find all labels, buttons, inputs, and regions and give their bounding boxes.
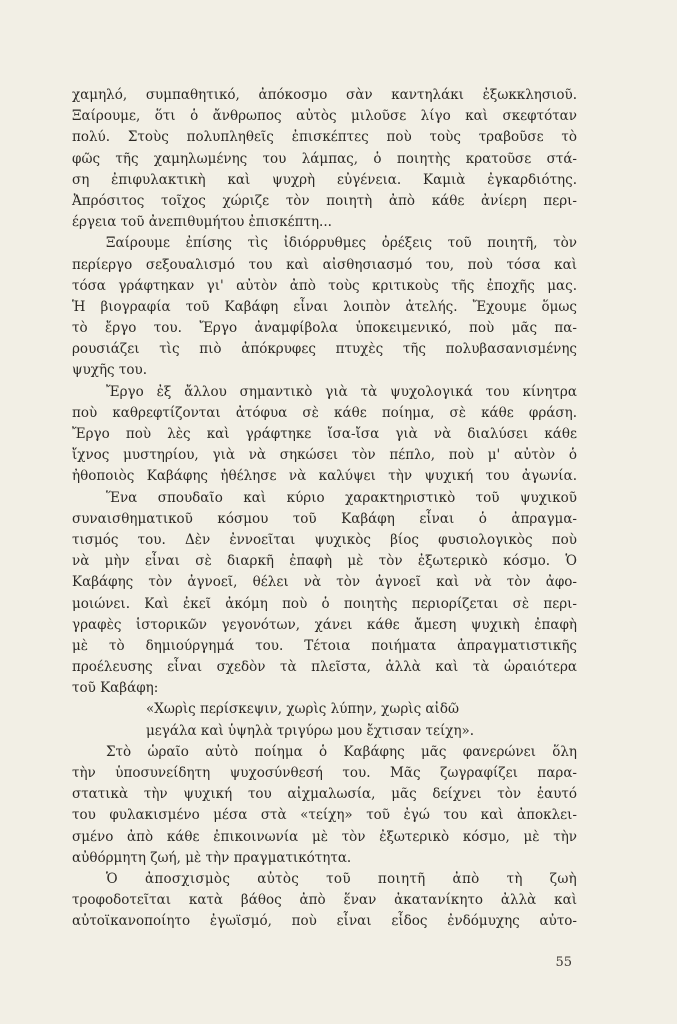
text-line: τὴν ὑποσυνείδητη ψυχοσύνθεσή του. Μᾶς ζωγραφίζει παρα-: [72, 765, 577, 781]
text-line: ρουσιάζει τὶς πιὸ ἀπόκρυφες πτυχὲς τῆς πολυβασανισμένης: [72, 341, 577, 358]
text-line: σμένο ἀπὸ κάθε ἐπικοινωνία μὲ τὸν ἐξωτερικὸ κόσμο, μὲ τὴν: [72, 828, 577, 845]
text-line: Ἔργο ἐξ ἄλλου σημαντικὸ γιὰ τὰ ψυχολογικά του κίνητρα: [106, 383, 577, 400]
body-text: [72, 85, 577, 933]
text-line: ἠθοποιὸς Καβάφης ἠθέλησε νὰ καλύψει τὴν ψυχική του ἀγωνία.: [72, 468, 577, 485]
text-line: Ἡ βιογραφία τοῦ Καβάφη εἶναι λοιπὸν ἀτελής. Ἔχουμε ὅμως: [72, 298, 577, 315]
quote-line: «Χωρὶς περίσκεψιν, χωρὶς λύπην, χωρὶς αἰδῶ: [146, 701, 459, 718]
text-line: νὰ μὴν εἶναι σὲ διαρκῆ ἐπαφὴ μὲ τὸν ἐξωτερικὸ κόσμο. Ὁ: [72, 553, 577, 570]
text-line: Ἕνα σπουδαῖο καὶ κύριο χαρακτηριστικὸ τοῦ ψυχικοῦ: [106, 489, 577, 506]
text-line: φῶς τῆς χαμηλωμένης του λάμπας, ὁ ποιητὴς κρατοῦσε στά-: [72, 150, 577, 167]
text-line: Ξαίρουμε ἐπίσης τὶς ἰδιόρρυθμες ὀρέξεις τοῦ ποιητῆ, τὸν: [106, 235, 577, 252]
text-line: συναισθηματικοῦ κόσμου τοῦ Καβάφη εἶναι ὁ ἀπραγμα-: [72, 510, 577, 527]
text-line: Στὸ ὡραῖο αὐτὸ ποίημα ὁ Καβάφης μᾶς φανερώνει ὅλη: [106, 743, 577, 760]
text-line: έργεια τοῦ ἀνεπιθυμήτου ἐπισκέπτη...: [72, 214, 332, 231]
text-line: πολύ. Στοὺς πολυπληθεῖς ἐπισκέπτες ποὺ τοὺς τραβοῦσε τὸ: [72, 129, 577, 146]
text-line: Ἀπρόσιτος τοῖχος χώριζε τὸν ποιητὴ ἀπὸ κάθε ἀνίερη περι-: [72, 192, 577, 209]
text-line: του φυλακισμένο μέσα στὰ «τείχη» τοῦ ἐγώ του καὶ ἀποκλει-: [72, 807, 577, 824]
text-line: αὐθόρμητη ζωή, μὲ τὴν πραγματικότητα.: [72, 849, 352, 866]
text-line: Καβάφης τὸν ἀγνοεῖ, θέλει νὰ τὸν ἀγνοεῖ καὶ νὰ τὸν ἀφο-: [72, 574, 577, 591]
text-line: προέλευσης εἶναι σχεδὸν τὰ πλεῖστα, ἀλλὰ καὶ τὰ ὡραιότερα: [72, 659, 577, 676]
text-line: Ὁ ἀποσχισμὸς αὐτὸς τοῦ ποιητῆ ἀπὸ τὴ ζωὴ: [106, 870, 577, 887]
text-line: ἴχνος μυστηρίου, γιὰ νὰ σηκώσει τὸν πέπλο, ποὺ μ' αὐτὸν ὁ: [72, 447, 577, 464]
text-line: μοιώνει. Καὶ ἐκεῖ ἀκόμη ποὺ ὁ ποιητὴς περιορίζεται σὲ περι-: [72, 595, 577, 612]
quote-line: μεγάλα καὶ ὑψηλὰ τριγύρω μου ἔχτισαν τείχη».: [146, 722, 475, 739]
text-line: χαμηλό, συμπαθητικό, ἀπόκοσμο σὰν καντηλάκι ἐξωκκλησιοῦ.: [72, 87, 577, 103]
text-line: τισμός του. Δὲν ἐννοεῖται ψυχικὸς βίος φυσιολογικὸς ποὺ: [72, 531, 577, 548]
text-line: τόσα γράφτηκαν γι' αὐτὸν ἀπὸ τοὺς κριτικοὺς τῆς ἐποχῆς μας.: [72, 277, 577, 294]
text-line: μὲ τὸ δημιούργημά του. Τέτοια ποιήματα ἀπραγματιστικῆς: [72, 637, 577, 654]
text-line: τὸ ἔργο του. Ἔργο ἀναμφίβολα ὑποκειμενικό, ποὺ μᾶς πα-: [72, 320, 577, 337]
text-line: ποὺ καθρεφτίζονται ἀτόφυα σὲ κάθε ποίημα, σὲ κάθε φράση.: [72, 404, 577, 421]
text-line: περίεργο σεξουαλισμό του καὶ αἰσθησιασμό του, ποὺ τόσα καὶ: [72, 256, 577, 273]
text-line: Ἔργο ποὺ λὲς καὶ γράφτηκε ἴσα-ἴσα γιὰ νὰ διαλύσει κάθε: [72, 426, 577, 442]
text-line: Ξαίρουμε, ὅτι ὁ ἄνθρωπος αὐτὸς μιλοῦσε λίγο καὶ σκεφτόταν: [72, 108, 577, 125]
page-number: 55: [555, 955, 572, 970]
text-line: τροφοδοτεῖται κατὰ βάθος ἀπὸ ἕναν ἀκατανίκητο ἀλλὰ καὶ: [72, 892, 577, 909]
text-line: στατικὰ τὴν ψυχική του αἰχμαλωσία, μᾶς δείχνει τὸν ἑαυτό: [72, 786, 577, 803]
text-line: ψυχῆς του.: [72, 362, 148, 379]
text-line: τοῦ Καβάφη:: [72, 680, 159, 697]
text-line: ση ἐπιφυλακτικὴ καὶ ψυχρὴ εὐγένεια. Καμιὰ ἐγκαρδιότης.: [72, 171, 577, 188]
text-line: αὐτοϊκανοποίητο ἐγωϊσμό, ποὺ εἶναι εἶδος ἐνδόμυχης αὐτο-: [72, 913, 577, 930]
text-line: γραφὲς ἱστορικῶν γεγονότων, χάνει κάθε ἄμεση ψυχικὴ ἐπαφὴ: [72, 616, 577, 633]
